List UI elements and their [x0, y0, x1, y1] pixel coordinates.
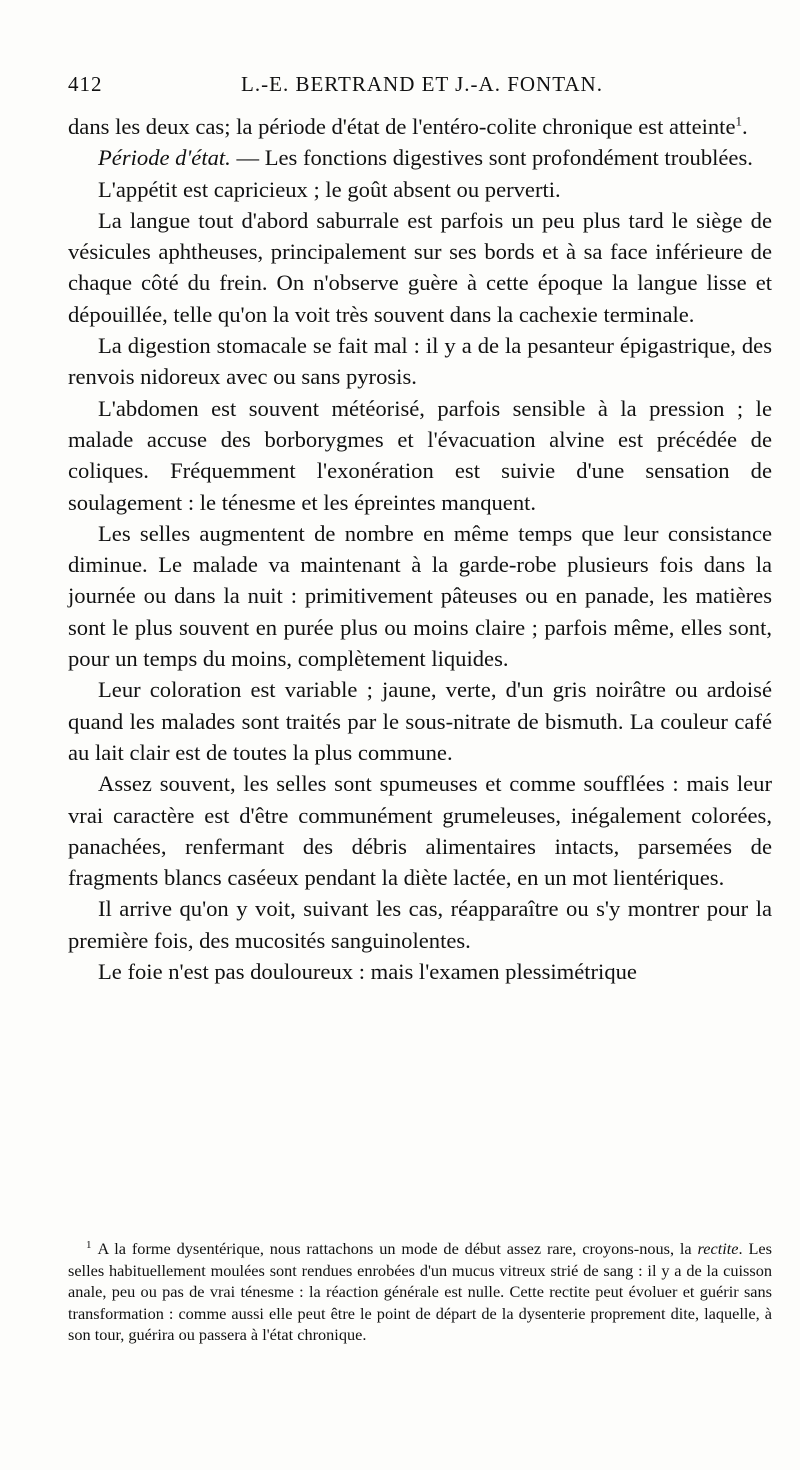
footnote-italic: rectite [697, 1239, 739, 1258]
paragraph [68, 393, 772, 518]
paragraph-text: L'appétit est capricieux ; le goût absent ou perverti. [98, 176, 561, 202]
paragraph-text: Assez souvent, les selles sont spumeuses et comme soufflées : mais leur vrai caractère est d'être communément grumeleuses, inégalement colorées, panachées, renfermant des débris alimentaires intacts, parsemées de fragments blancs caséeux pendant la diète lactée, en un mot lientériques. [68, 771, 772, 891]
paragraph-text: La langue tout d'abord saburrale est parfois un peu plus tard le siège de vésicules aphtheuses, principalement sur ses bords et à sa face inférieure de chaque côté du frein. On n'observe guère à cette époque la langue lisse et dépouillée, telle qu'on la voit très souvent dans la cachexie terminale. [68, 207, 772, 327]
paragraph [68, 956, 772, 987]
paragraph [68, 205, 772, 330]
paragraph [68, 768, 772, 893]
paragraph [68, 518, 772, 674]
paragraph [68, 142, 772, 173]
page-header [68, 72, 756, 106]
footnote [68, 1238, 772, 1346]
paragraph-text: Leur coloration est variable ; jaune, verte, d'un gris noirâtre ou ardoisé quand les malades sont traités par le sous-nitrate de bismuth. La couleur café au lait clair est de toutes la plus commune. [68, 677, 772, 765]
footnote-mark: 1 [86, 1238, 92, 1251]
paragraph-text: Le foie n'est pas douloureux : mais l'examen plessimétrique [98, 959, 637, 985]
page-number: 412 [68, 72, 103, 96]
paragraph-text: L'abdomen est souvent météorisé, parfois sensible à la pression ; le malade accuse des borborygmes et l'évacuation alvine est précédée de coliques. Fréquemment l'exonération est suivie d'une sensation de soulagement : le ténesme et les épreintes manquent. [68, 395, 772, 515]
footnote-ref[interactable]: 1 [735, 113, 742, 129]
footnote-part: . Les selles habituellement moulées sont rendues enrobées d'un mucus vitreux strié de sang : il y a de la cuisson anale, peu ou pas de vrai ténesme : la réaction générale est nulle. Cette rectite peut évoluer et guérir sans transformation : comme aussi elle peut être le point de départ de la dysenterie proprement dite, laquelle, à son tour, guérira ou passera à l'état chronique. [68, 1239, 772, 1344]
paragraph-text: Il arrive qu'on y voit, suivant les cas, réapparaître ou s'y montrer pour la première fois, des mucosités sanguinolentes. [68, 896, 772, 953]
footnote-text [68, 1238, 772, 1346]
paragraph-text: Les selles augmentent de nombre en même temps que leur consistance diminue. Le malade va maintenant à la garde-robe plusieurs fois dans la journée ou dans la nuit : primitivement pâteuses ou en panade, les matières sont le plus souvent en purée plus ou moins claire ; parfois même, elles sont, pour un temps du moins, complètement liquides. [68, 520, 772, 672]
paragraph-text: — Les fonctions digestives sont profondément troublées. [230, 145, 753, 171]
paragraph-text: dans les deux cas; la période d'état de l'entéro-colite chronique est atteinte [68, 114, 736, 139]
paragraph [68, 674, 772, 768]
footnote-part: A la forme dysentérique, nous rattachons un mode de début assez rare, croyons-nous, la [97, 1239, 698, 1258]
paragraph [68, 330, 772, 393]
body-text [68, 111, 772, 987]
paragraph [68, 174, 772, 205]
paragraph [68, 111, 772, 142]
paragraph-text: La digestion stomacale se fait mal : il y a de la pesanteur épigastrique, des renvois nidoreux avec ou sans pyrosis. [68, 333, 772, 390]
paragraph [68, 893, 772, 956]
section-lead: Période d'état. [98, 145, 231, 171]
running-head: L.-E. BERTRAND ET J.-A. FONTAN. [241, 72, 603, 96]
paragraph-tail: . [742, 114, 748, 139]
